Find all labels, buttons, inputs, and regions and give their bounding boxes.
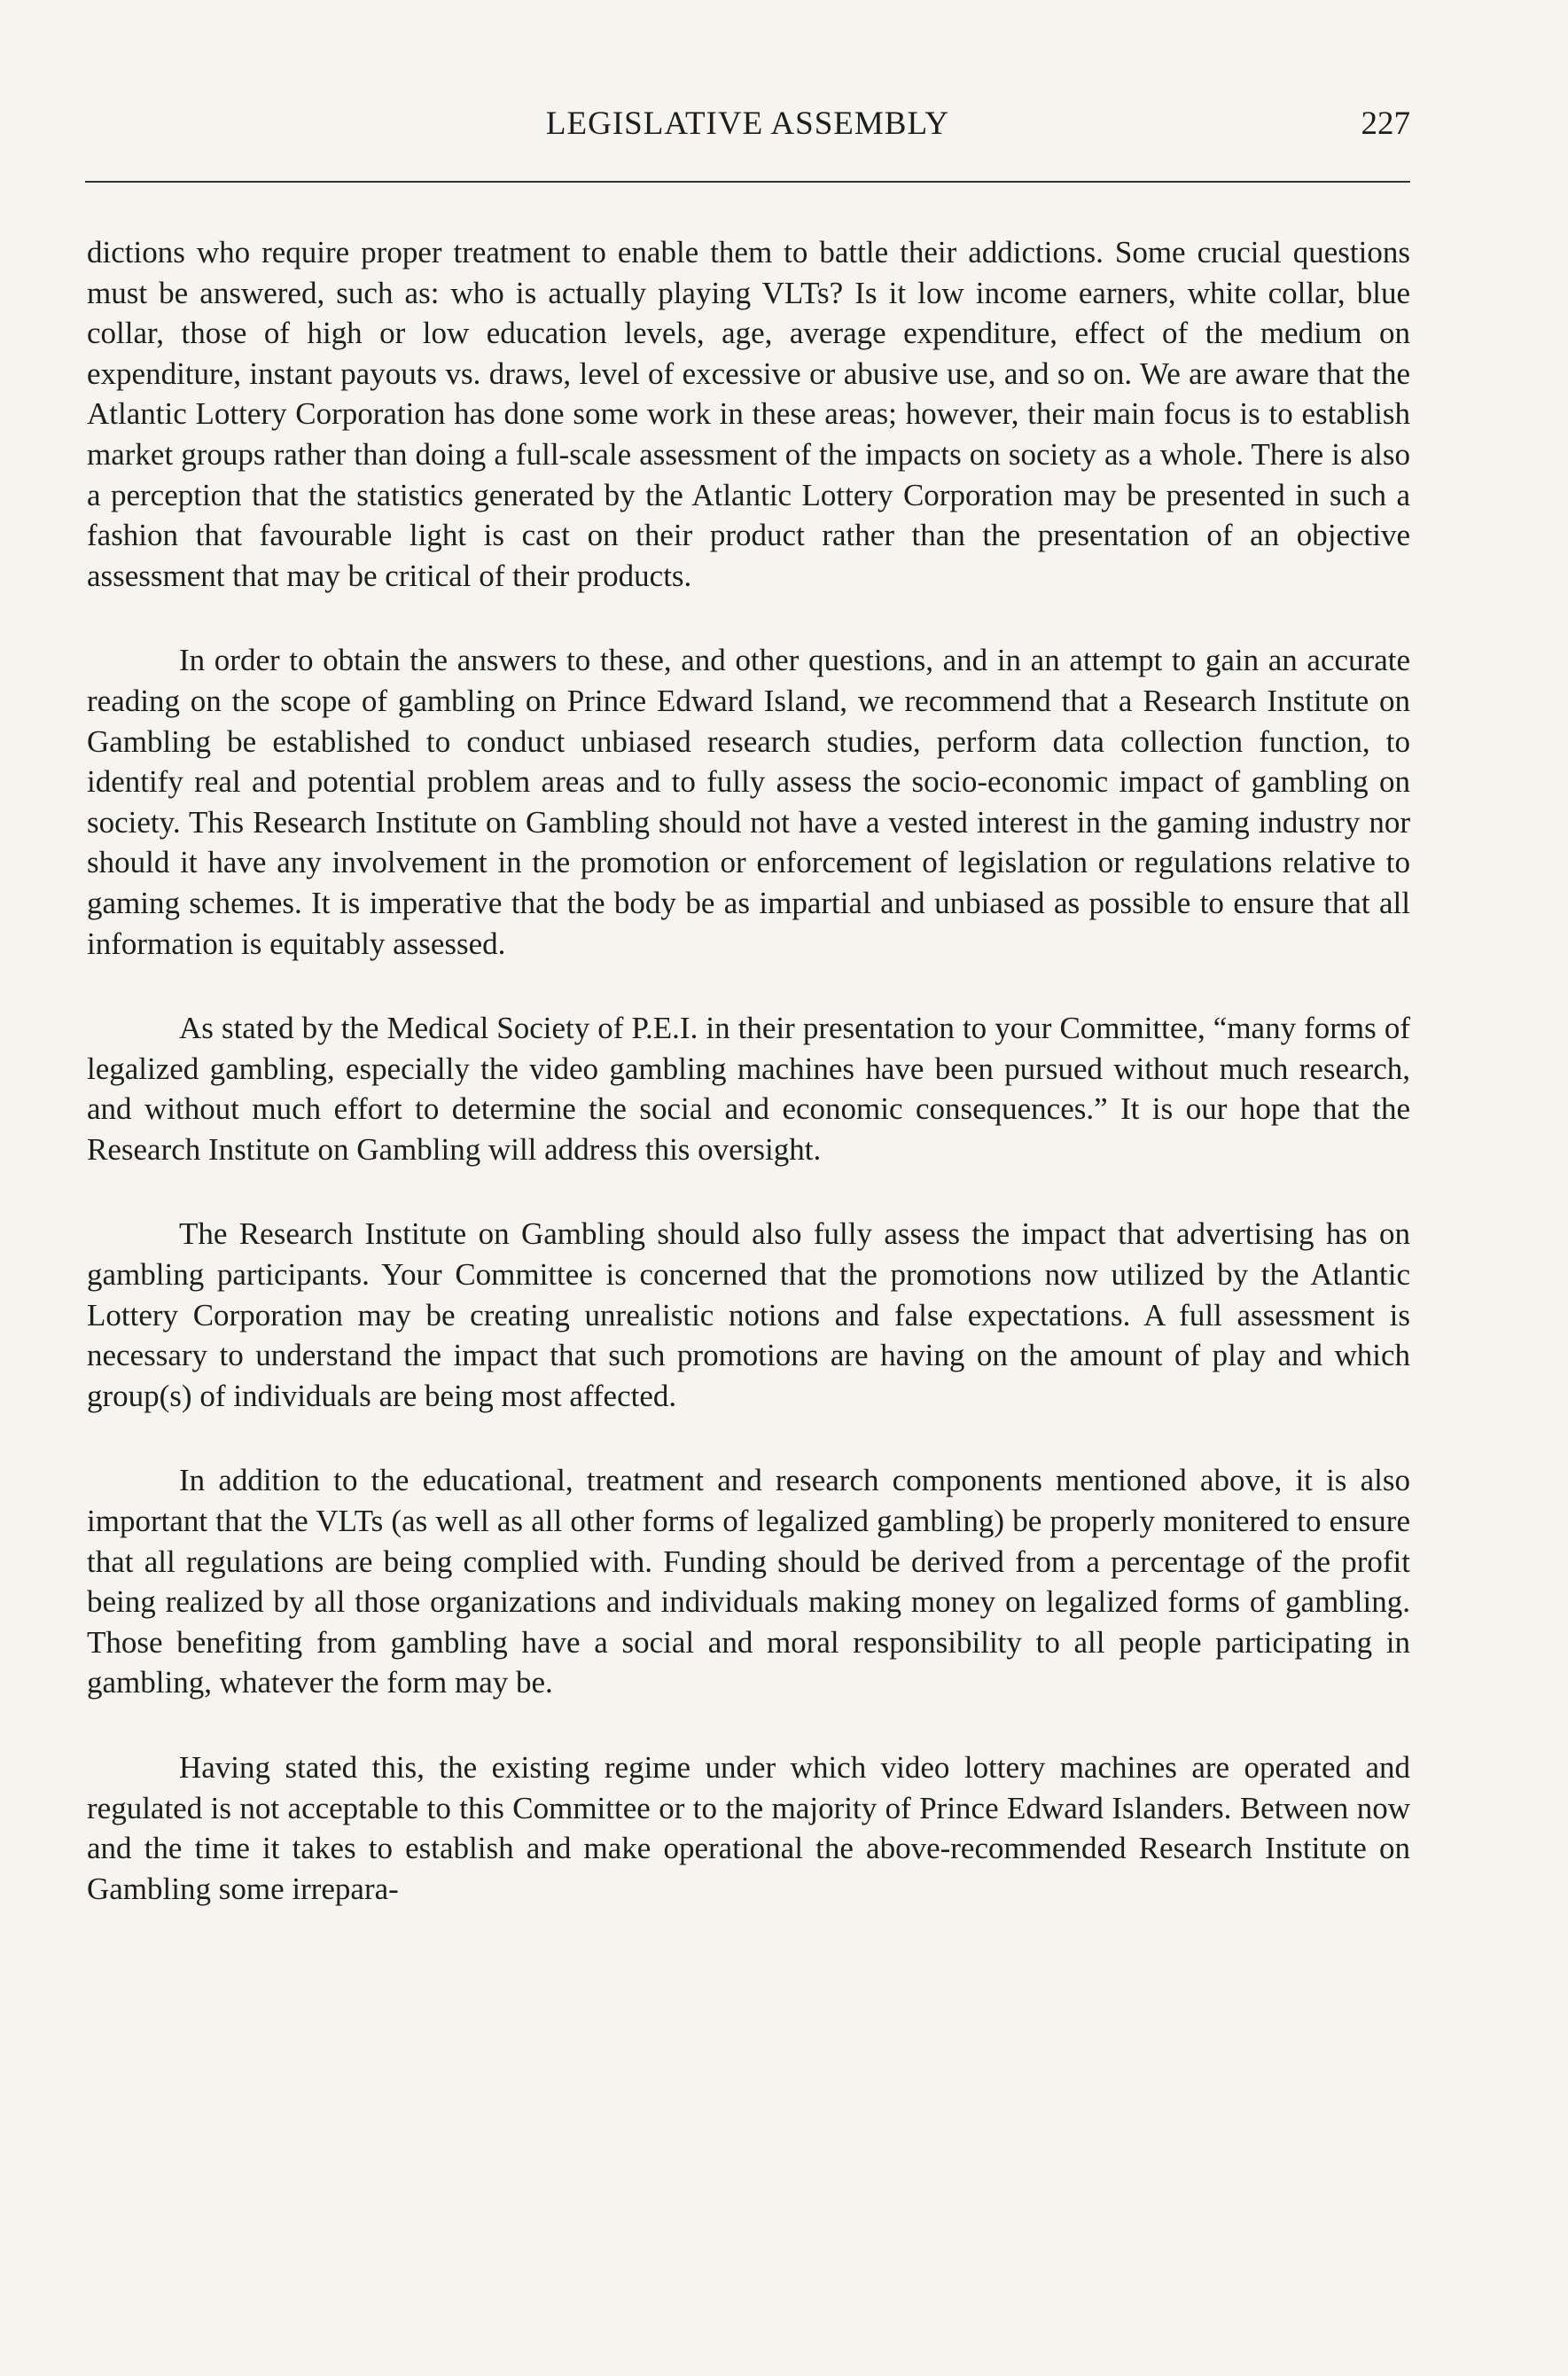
- paragraph-monitoring: In addition to the educational, treatment and research components mentioned above, it is also important that the VLTs (as well as all other forms of legalized gambling) be properly monitered to ensure that all regulations are being complied with. Funding should be derived from a percentage of the profit being realized by all those organizations and individuals making money on legalized forms of gambling. Those benefiting from gambling have a social and moral responsibility to all people participating in gambling, whatever the form may be.: [87, 1463, 1410, 1700]
- running-head: LEGISLATIVE ASSEMBLY: [545, 106, 950, 142]
- body-text: [87, 232, 1410, 1953]
- page-header: [85, 105, 1410, 158]
- paragraph-advertising: The Research Institute on Gambling should also fully assess the impact that advertising has on gambling participants. Your Committee is concerned that the promotions now utilized by the Atlantic Lottery Corporation may be creating unrealistic notions and false expectations. A full assessment is necessary to understand the impact that such promotions are having on the amount of play and which group(s) of individuals are being most affected.: [87, 1216, 1410, 1413]
- paragraph-research-institute: In order to obtain the answers to these, and other questions, and in an attempt to gain an accurate reading on the scope of gambling on Prince Edward Island, we recommend that a Research Institute on Gambling be established to conduct unbiased research studies, perform data collection function, to identify real and potential problem areas and to fully assess the socio-economic impact of gambling on society. This Research Institute on Gambling should not have a vested interest in the gaming industry nor should it have any involvement in the promotion or enforcement of legislation or regulations relative to gaming schemes. It is imperative that the body be as impartial and unbiased as possible to ensure that all information is equitably assessed.: [87, 643, 1410, 961]
- paragraph-continuation: dictions who require proper treatment to enable them to battle their addictions. Some crucial questions must be answered, such as: who is actually playing VLTs? Is it low income earners, white collar, blue collar, those of high or low education levels, age, average expenditure, effect of the medium on expenditure, instant payouts vs. draws, level of excessive or abusive use, and so on. We are aware that the Atlantic Lottery Corporation has done some work in these areas; however, their main focus is to establish market groups rather than doing a full-scale assessment of the impacts on society as a whole. There is also a perception that the statistics generated by the Atlantic Lottery Corporation may be presented in such a fashion that favourable light is cast on their product rather than the presentation of an objective assessment that may be critical of their products.: [87, 235, 1410, 593]
- paragraph-medical-society: As stated by the Medical Society of P.E.I. in their presentation to your Committee, “many forms of legalized gambling, especially the video gambling machines have been pursued without much research, and without much effort to determine the social and economic consequences.” It is our hope that the Research Institute on Gambling will address this oversight.: [87, 1011, 1410, 1167]
- page-number: 227: [1361, 106, 1410, 142]
- header-rule: [85, 181, 1410, 183]
- paragraph-existing-regime: Having stated this, the existing regime under which video lottery machines are operated and regulated is not acceptable to this Committee or to the majority of Prince Edward Islanders. Between now and the time it takes to establish and make operational the above-recommended Research Institute on Gambling some irrepara-: [87, 1750, 1410, 1906]
